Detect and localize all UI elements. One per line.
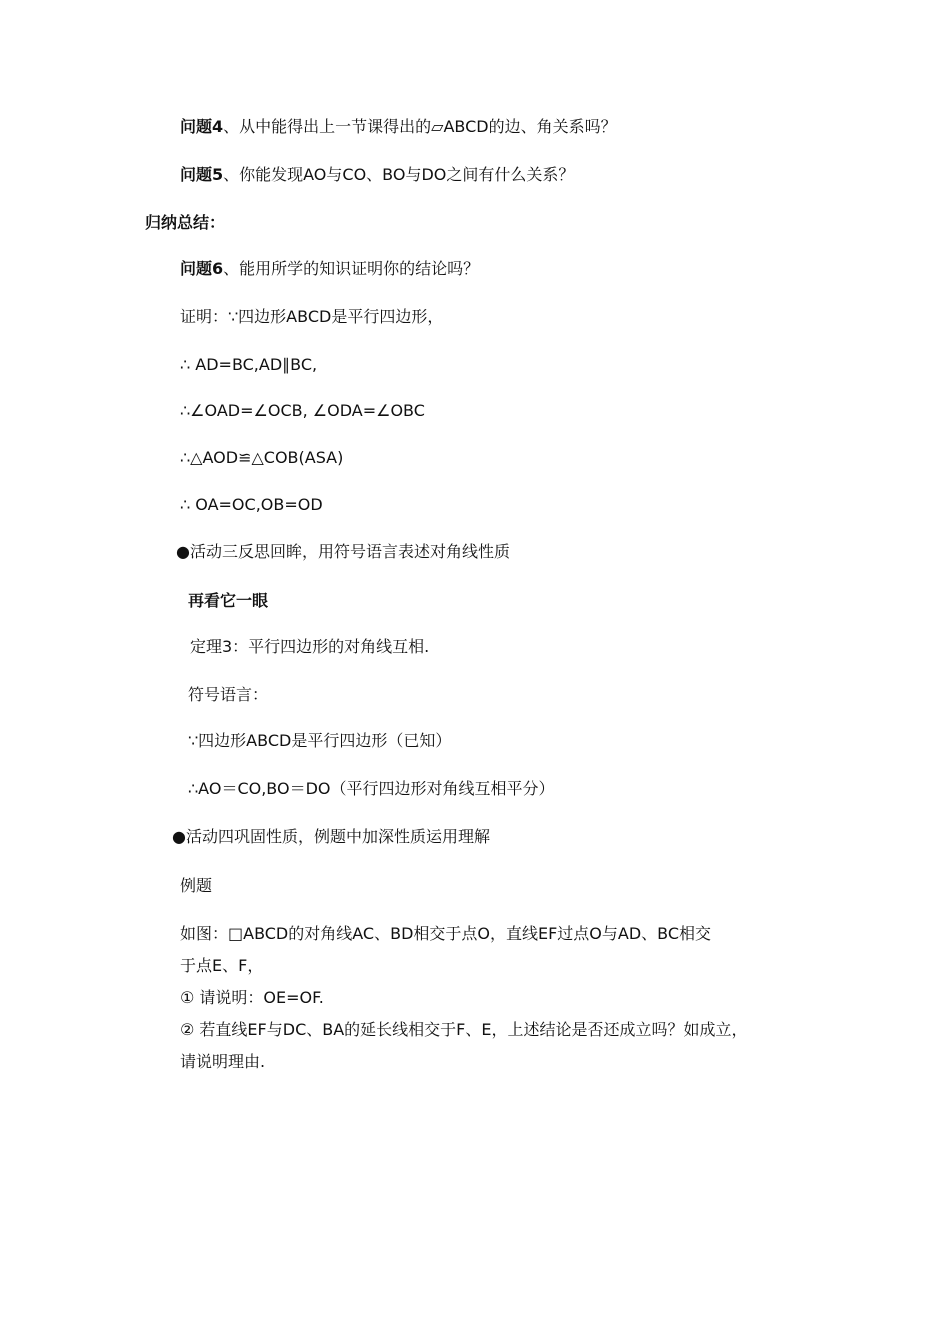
question-6 bbox=[180, 259, 479, 279]
question-5 bbox=[180, 165, 574, 185]
example-line-2: 于点E、F， bbox=[180, 956, 264, 975]
symbol-line-2: ∴AO＝CO,BO＝DO（平行四边形对角线互相平分） bbox=[188, 779, 555, 798]
proof-line-3: ∴∠OAD=∠OCB, ∠ODA=∠OBC bbox=[180, 401, 425, 420]
proof-line-2: ∴ AD=BC,AD∥BC, bbox=[180, 355, 318, 374]
activity-3-heading: ●活动三反思回眸，用符号语言表述对角线性质 bbox=[176, 542, 510, 561]
proof-line-1: 证明：∵四边形ABCD是平行四边形， bbox=[180, 307, 444, 326]
theorem-3: 定理3：平行四边形的对角线互相. bbox=[190, 637, 430, 656]
question-5-text: 、你能发现AO与CO、BO与DO之间有什么关系？ bbox=[223, 165, 575, 184]
question-4 bbox=[180, 117, 617, 137]
activity-4-heading: ●活动四巩固性质，例题中加深性质运用理解 bbox=[172, 827, 490, 846]
example-heading: 例题 bbox=[180, 876, 213, 895]
question-4-label: 问题4 bbox=[180, 117, 224, 136]
question-6-label: 问题6 bbox=[180, 259, 224, 278]
example-line-5: 请说明理由. bbox=[180, 1052, 266, 1071]
question-6-text: 、能用所学的知识证明你的结论吗？ bbox=[223, 259, 480, 278]
example-problem bbox=[180, 918, 820, 1078]
symbol-line-1: ∵四边形ABCD是平行四边形（已知） bbox=[188, 731, 452, 750]
question-5-label: 问题5 bbox=[180, 165, 224, 184]
proof-line-5: ∴ OA=OC,OB=OD bbox=[180, 495, 323, 514]
question-4-text: 、从中能得出上一节课得出的▱ABCD的边、角关系吗？ bbox=[223, 117, 617, 136]
example-line-4: ② 若直线EF与DC、BA的延长线相交于F、E，上述结论是否还成立吗？如成立， bbox=[180, 1020, 748, 1039]
symbol-language-label: 符号语言： bbox=[188, 685, 269, 704]
example-line-1: 如图：□ABCD的对角线AC、BD相交于点O，直线EF过点O与AD、BC相交 bbox=[180, 924, 712, 943]
example-line-3: ① 请说明：OE=OF. bbox=[180, 988, 324, 1007]
proof-line-4: ∴△AOD≌△COB(ASA) bbox=[180, 448, 344, 467]
review-heading: 再看它一眼 bbox=[188, 591, 269, 610]
summary-heading: 归纳总结： bbox=[145, 213, 226, 232]
